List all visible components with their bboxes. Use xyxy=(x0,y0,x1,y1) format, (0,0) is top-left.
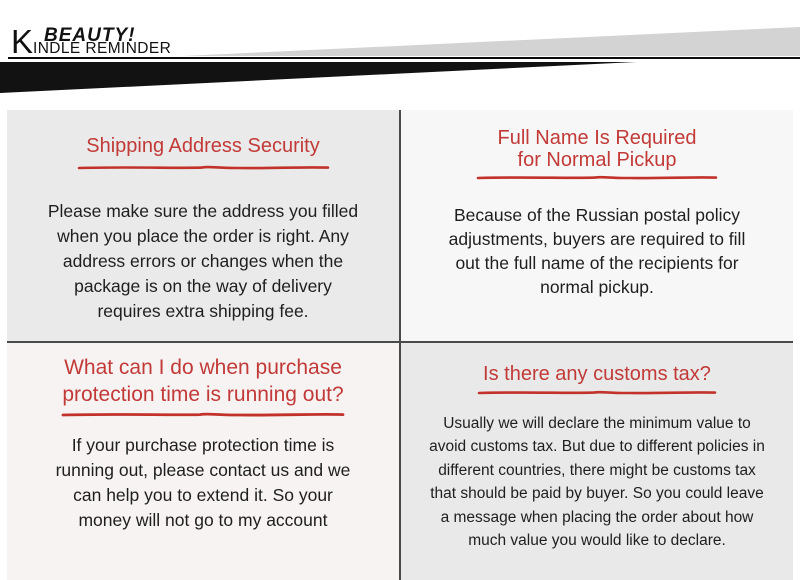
body-line: money will not go to my account xyxy=(78,510,328,530)
card-shipping-address-security xyxy=(7,110,399,341)
body-line: Usually we will declare the minimum value to xyxy=(443,414,751,432)
logo-brand-name: INDLE REMINDER xyxy=(33,40,172,57)
card-title xyxy=(401,343,793,386)
red-underline-decoration xyxy=(476,388,718,397)
body-line: running out, please contact us and we xyxy=(55,460,351,480)
body-line: much value you would like to declare. xyxy=(468,532,726,550)
body-line: avoid customs tax. But due to different policies in xyxy=(429,438,765,456)
header-banner-wedge xyxy=(0,62,637,93)
brand-logo xyxy=(0,0,220,60)
body-line: out the full name of the recipients for xyxy=(455,253,739,273)
card-customs-tax xyxy=(401,343,793,580)
body-line: package is on the way of delivery xyxy=(74,275,332,296)
body-line: Because of the Russian postal policy xyxy=(454,205,740,225)
body-line: that should be paid by buyer. So you could leave xyxy=(430,485,764,503)
card-title xyxy=(7,343,399,408)
info-card-grid xyxy=(7,110,793,580)
red-underline-decoration xyxy=(475,173,719,182)
card-title-line: Full Name Is Required xyxy=(497,127,697,149)
card-title-line: What can I do when purchase xyxy=(64,356,342,379)
card-body xyxy=(7,433,399,533)
body-line: when you place the order is right. Any xyxy=(57,225,349,246)
logo-initial: K xyxy=(11,23,34,60)
body-line: requires extra shipping fee. xyxy=(97,300,309,321)
card-title-line: Is there any customs tax? xyxy=(483,363,711,385)
card-body xyxy=(401,412,793,553)
card-title xyxy=(401,110,793,171)
card-body xyxy=(401,203,793,299)
red-underline-decoration xyxy=(76,163,331,172)
body-line: normal pickup. xyxy=(540,277,654,297)
red-underline-decoration xyxy=(60,410,346,419)
body-line: can help you to extend it. So your xyxy=(73,485,333,505)
card-title-line: Shipping Address Security xyxy=(86,135,320,157)
card-purchase-protection xyxy=(7,343,399,580)
logo-tagline: BEAUTY! xyxy=(44,25,136,46)
body-line: address errors or changes when the xyxy=(62,250,344,271)
brand-header xyxy=(0,0,800,100)
body-line: different countries, there might be customs tax xyxy=(438,461,756,479)
body-line: Please make sure the address you filled xyxy=(47,200,359,221)
card-title-line: for Normal Pickup xyxy=(517,149,677,171)
card-title-line: protection time is running out? xyxy=(62,383,344,406)
body-line: If your purchase protection time is xyxy=(71,435,335,455)
body-line: adjustments, buyers are required to fill xyxy=(448,229,746,249)
card-body xyxy=(7,199,399,324)
body-line: a message when placing the order about how xyxy=(440,508,754,526)
swoosh-decoration xyxy=(183,27,800,56)
card-title xyxy=(7,110,399,158)
card-full-name-required xyxy=(401,110,793,341)
